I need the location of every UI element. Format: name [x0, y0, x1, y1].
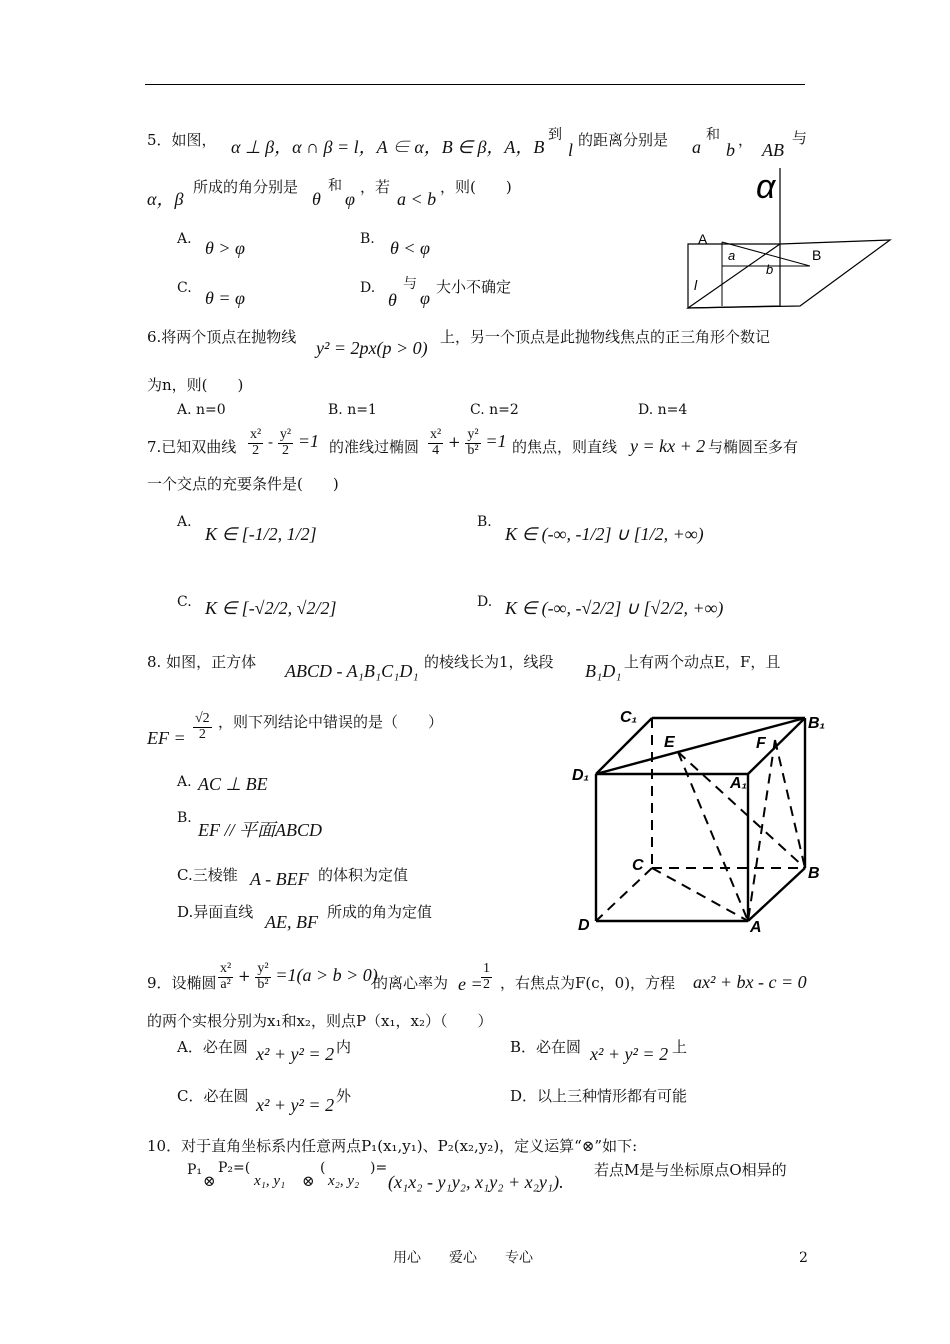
q7-eq1: =1: [297, 431, 319, 452]
q9-x-den: a²: [220, 976, 231, 992]
q9-ellipse: [218, 962, 378, 992]
q9-option-b-post: 上: [672, 1038, 688, 1056]
q5-l: l: [568, 140, 574, 160]
q5-dist: 的距离分别是: [578, 131, 669, 149]
q6-line1-b: 上，另一个顶点是此抛物线焦点的正三角形个数记: [440, 328, 771, 346]
q5-he-2: 和: [328, 178, 342, 194]
label-alpha: α: [756, 168, 776, 206]
q9-e-frac: [481, 962, 492, 992]
q8-pre: 8. 如图，正方体: [147, 653, 257, 671]
q7-option-c-label: C.: [177, 594, 192, 610]
q9-mid: 的离心率为: [373, 974, 449, 992]
q8-option-d-math: AE, BF: [265, 912, 318, 932]
cube-labels: [572, 709, 825, 936]
cube-hidden-edges: [596, 718, 805, 921]
q10-p2: P₂=(: [218, 1160, 251, 1176]
segment-fa: [748, 740, 775, 921]
q6-option-c: C. n=2: [470, 402, 519, 418]
q5-figure: [680, 160, 900, 320]
q7-option-a-label: A.: [177, 514, 192, 530]
q5-phi: φ: [345, 189, 355, 209]
q5-option-a: θ > φ: [205, 238, 245, 258]
q7-plus: +: [447, 433, 461, 452]
q8-cube: ABCD - A₁B₁C₁D₁: [285, 661, 419, 681]
q5-option-c-label: C.: [177, 280, 192, 296]
q10-otimes-2: ⊗: [302, 1172, 315, 1190]
segment-fb: [775, 740, 805, 868]
q5-option-d-yu: 与: [403, 276, 417, 292]
q5-angle-text: 所成的角分别是: [193, 178, 299, 196]
q5-ruo: ，若: [360, 178, 391, 196]
label-l: l: [694, 277, 698, 293]
label-A: A: [698, 231, 708, 247]
plane-beta-outline: [688, 240, 890, 308]
q9-e-num: 1: [483, 961, 490, 976]
q7-h1-num: x²: [250, 427, 262, 442]
q7-h1-den: 2: [252, 442, 260, 458]
header-rule: [145, 84, 805, 85]
q9-e: e =: [458, 974, 483, 994]
q5-prefix: 5．如图，: [147, 131, 217, 149]
label-A1: A₁: [730, 775, 748, 792]
q10-pair-2-open: (: [320, 1160, 326, 1176]
q10-post: 若点M是与坐标原点O相异的: [594, 1161, 787, 1179]
label-C1: C₁: [620, 709, 638, 726]
q7-e1-den: 4: [432, 442, 440, 458]
q8-ef-den: 2: [198, 726, 206, 742]
edge-ab: [748, 868, 805, 921]
q10-pair-2: x₂, y₂: [328, 1173, 360, 1189]
q9-plus: +: [237, 967, 251, 986]
q8-option-c-text1: C.三棱锥: [177, 866, 238, 884]
q9-option-c-text: C．必在圆: [177, 1087, 249, 1105]
q5-yu: 与: [792, 129, 808, 147]
q7-option-d: K ∈ (-∞, -√2/2] ∪ [√2/2, +∞): [505, 598, 724, 618]
page-number: 2: [799, 1250, 808, 1266]
q7-mid: 的准线过椭圆: [329, 438, 420, 456]
q10-p1: P₁: [187, 1162, 203, 1178]
q5-option-d-text: 大小不确定: [436, 278, 512, 296]
label-A: A: [750, 919, 762, 936]
q5-theta: θ: [312, 189, 321, 209]
edge-cd: [596, 868, 652, 921]
footer-motto: 用心 爱心 专心: [393, 1250, 533, 1266]
q8-option-b-label: B.: [177, 810, 192, 826]
q5-option-b-label: B.: [360, 231, 375, 247]
q10-otimes-1: ⊗: [203, 1172, 216, 1190]
q8-cube-figure: [570, 700, 840, 940]
q5-option-b: θ < φ: [390, 238, 430, 258]
q9-option-a-post: 内: [336, 1038, 352, 1056]
q8-option-c-text2: 的体积为定值: [318, 866, 409, 884]
q8-option-b: EF // 平面ABCD: [198, 820, 322, 840]
q8-option-c-math: A - BEF: [250, 869, 309, 889]
q5-option-d-label: D.: [360, 280, 376, 296]
q8-post: 上有两个动点E，F，且: [624, 653, 781, 671]
q5-comma: ，: [738, 131, 754, 149]
q9-option-d-text: D．以上三种情形都有可能: [510, 1087, 688, 1105]
q8-option-d-text2: 所成的角为定值: [327, 903, 433, 921]
q8-option-a-label: A.: [177, 774, 192, 790]
q8-mid: 的棱线长为1，线段: [424, 653, 554, 671]
q7-ellipse: [428, 428, 506, 458]
q7-e2-num: y²: [467, 427, 479, 442]
q10-result: (x₁x₂ - y₁y₂, x₁y₂ + x₂y₁).: [388, 1172, 564, 1192]
q5-math-2: α，β: [147, 189, 184, 209]
q10-line1: 10．对于直角坐标系内任意两点P₁(x₁,y₁)、P₂(x₂,y₂)，定义运算“⊗”如下:: [147, 1137, 638, 1155]
q7-e2-den: b²: [467, 442, 479, 458]
q5-option-d-phi: φ: [420, 288, 430, 308]
q10-equals: )=: [370, 1160, 388, 1176]
q9-option-a-text: A．必在圆: [177, 1038, 248, 1056]
q9-x-num: x²: [220, 961, 232, 976]
q9-mid2: ，右焦点为F(c，0)，方程: [500, 974, 676, 992]
label-B: B: [808, 865, 820, 882]
q5-option-a-label: A.: [177, 231, 192, 247]
q7-hyperbola: [248, 428, 319, 458]
q7-pre: 7.已知双曲线: [147, 438, 237, 456]
q9-e-den: 2: [483, 976, 490, 992]
label-F: F: [756, 735, 766, 752]
q7-h2-den: 2: [281, 442, 289, 458]
q8-option-d-text1: D.异面直线: [177, 903, 254, 921]
q8-ef-frac: [193, 712, 212, 742]
q5-b: b: [726, 140, 735, 160]
q8-option-a: AC ⊥ BE: [198, 774, 268, 794]
q5-option-d-theta: θ: [388, 290, 397, 310]
q6-line1-a: 6.将两个顶点在抛物线: [147, 328, 297, 346]
label-C: C: [632, 857, 644, 874]
q8-ef: EF =: [147, 728, 186, 748]
q10-pair-1: x₁, y₁: [254, 1173, 286, 1189]
q7-post: 与椭圆至多有: [708, 438, 799, 456]
q9-line2: 的两个实根分别为x₁和x₂，则点P（x₁，x₂）（ ）: [147, 1012, 493, 1030]
label-a: a: [728, 248, 736, 263]
q7-option-d-label: D.: [477, 594, 493, 610]
q6-option-b: B. n=1: [328, 402, 377, 418]
q7-h2-num: y²: [279, 427, 292, 442]
q7-line2: 一个交点的充要条件是( ): [147, 475, 339, 493]
q7-eq2: =1: [485, 431, 507, 452]
q9-cond: =1(a > b > 0): [275, 965, 378, 986]
q8-ask: ，则下列结论中错误的是（ ）: [218, 713, 444, 731]
q7-minus: -: [267, 433, 274, 452]
q5-dao: 到: [548, 127, 562, 143]
q8-ef-num: √2: [195, 711, 210, 726]
q7-option-b: K ∈ (-∞, -1/2] ∪ [1/2, +∞): [505, 524, 704, 544]
q5-a: a: [692, 137, 701, 157]
q7-line: y = kx + 2: [630, 436, 706, 456]
q9-pre: 9．设椭圆: [147, 974, 217, 992]
q5-he: 和: [706, 127, 720, 143]
q5-option-c: θ = φ: [205, 288, 245, 308]
q9-option-c-math: x² + y² = 2: [256, 1095, 335, 1115]
q8-seg: B₁D₁: [585, 661, 622, 681]
label-D1: D₁: [572, 767, 590, 784]
q9-option-c-post: 外: [336, 1087, 352, 1105]
q6-option-a: A. n=0: [177, 402, 226, 418]
q6-line2: 为n，则( ): [147, 376, 244, 394]
label-B: B: [812, 247, 822, 263]
q7-option-a: K ∈ [-1/2, 1/2]: [205, 524, 317, 544]
q7-e1-num: x²: [430, 427, 442, 442]
label-D: D: [578, 917, 590, 934]
q9-option-a-math: x² + y² = 2: [256, 1044, 335, 1064]
label-B1: B₁: [808, 715, 826, 732]
q9-option-b-math: x² + y² = 2: [590, 1044, 669, 1064]
q7-mid2: 的焦点，则直线: [512, 438, 618, 456]
q7-option-b-label: B.: [477, 514, 492, 530]
q5-ze: ，则( ): [440, 178, 512, 196]
q6-option-d: D. n=4: [638, 402, 688, 418]
q5-math-1: α ⊥ β，α ∩ β = l，A ∈ α，B ∈ β，A，B: [231, 137, 545, 157]
q6-parabola: y² = 2px(p > 0): [316, 338, 428, 358]
q9-option-b-text: B．必在圆: [510, 1038, 582, 1056]
q9-equation: ax² + bx - c = 0: [693, 972, 807, 992]
q9-y-den: b²: [257, 976, 269, 992]
segment-eb: [678, 752, 805, 868]
q5-AB: AB: [762, 140, 784, 160]
q5-cond: a < b: [397, 189, 437, 209]
diagonal-ca: [652, 868, 748, 921]
label-E: E: [664, 734, 675, 751]
label-b: b: [766, 262, 774, 277]
q7-option-c: K ∈ [-√2/2, √2/2]: [205, 598, 337, 618]
q9-y-num: y²: [257, 961, 269, 976]
